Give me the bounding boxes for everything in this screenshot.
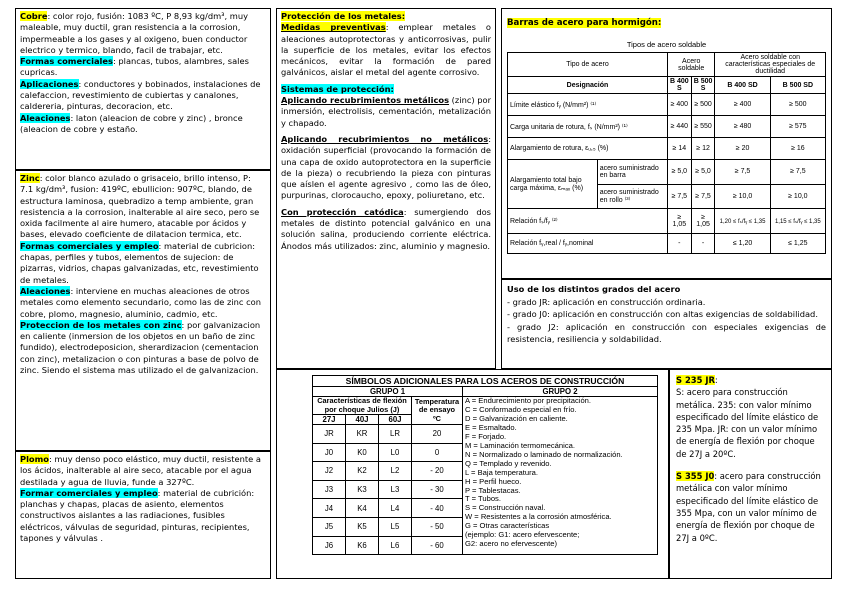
barras-title: Barras de acero para hormigón: <box>507 18 662 28</box>
cobre-alea-label: Aleaciones <box>20 112 71 123</box>
sym-cell: 20 <box>412 425 463 444</box>
sym-cell: L6 <box>379 536 412 555</box>
sym-cell: K3 <box>346 480 379 499</box>
designacion-box <box>669 369 832 579</box>
cell: ≥ 575 <box>770 116 825 138</box>
plomo-body: : muy denso poco elástico, muy ductil, resistente a los ácidos, inalterable al aire seco, atacable por el agua destilada y agua de lluvia, funde a 327ºC. <box>20 454 261 487</box>
cell: ≥ 500 <box>770 94 825 116</box>
row-label: Límite elástico fᵧ (N/mm²) ⁽¹⁾ <box>508 94 668 116</box>
cell: ≥ 400 <box>715 94 770 116</box>
sym-cell: J5 <box>313 517 346 536</box>
relacion-label: Relación fₛ/fᵧ ⁽²⁾ <box>508 209 668 234</box>
zinc-alea-label: Aleaciones <box>20 285 71 296</box>
rec-nometalicos-text: : oxidación superficial (provocando la formación de una capa de oxido autoprotectora en la superficie de la pieza) o recubriendo la pieza con pinturas que aíslen el agente agresivo , como las de óleo, purpurinas, clorocaucho, epoxy, poliuretano, etc. <box>281 133 491 201</box>
cell: - <box>667 234 691 254</box>
cell: 1,20 ≤ fₛ/fᵧ ≤ 1,35 <box>715 209 770 234</box>
catodica-text: : sumergiendo dos metales de distinto potencial galvánico en una solución salina, produciendo corriente eléctrica. Ánodos más utilizados: zinc, aluminio y magnesio. <box>281 206 491 251</box>
proteccion-box <box>276 8 496 369</box>
cell: ≥ 440 <box>667 116 691 138</box>
sym-cell: 0 <box>412 443 463 462</box>
cell: ≥ 7,5 ≥ 10,0 <box>770 160 825 209</box>
sym-cell: K0 <box>346 443 379 462</box>
usos-box <box>501 279 832 369</box>
s235-title: S 235 JR <box>676 375 715 385</box>
cell: ≥ 5,0 ≥ 7,5 <box>691 160 715 209</box>
cobre-box <box>15 8 271 170</box>
cobre-title: Cobre <box>20 11 48 21</box>
grupo2-list <box>463 397 658 555</box>
sym-cell: - 60 <box>412 536 463 555</box>
sistemas-title: Sistemas de protección: <box>281 83 394 94</box>
acero-ductilidad-header: Acero soldable con características especiales de ductilidad <box>715 53 826 77</box>
sym-cell: - 30 <box>412 480 463 499</box>
cell: ≤ 1,20 <box>715 234 770 254</box>
g2-item: L = Baja temperatura. <box>465 467 538 477</box>
usos-item: - grado J2: aplicación en construcción con especiales exigencias de resistencia, resiliencia y soldabilidad. <box>507 321 826 344</box>
g2-item: S = Construcción naval. <box>465 503 546 513</box>
sym-cell: K5 <box>346 517 379 536</box>
col-header: B 400 S <box>667 77 691 94</box>
zinc-alea-text: : interviene en muchas aleaciones de otros metales como elemento secundario, como las de zinc con cobre, plomo, magnesio, aluminio, cadmio, etc. <box>20 285 261 319</box>
cell: ≥ 14 <box>667 138 691 160</box>
jcol-header: 27J <box>313 415 346 425</box>
plomo-formas-text: : material de cubrición: planchas y chapas, placas de asiento, elementos constructivos aislantes a las radiaciones, fusibles eléctricos, válvulas de seguridad, pinturas, recipientes, tapones y válvulas . <box>20 487 255 544</box>
g2-item: F = Forjado. <box>465 431 507 441</box>
sym-cell: L5 <box>379 517 412 536</box>
sym-cell: J0 <box>313 443 346 462</box>
cell: ≥ 1,05 <box>667 209 691 234</box>
grupo1-header: GRUPO 1 <box>313 387 463 397</box>
plomo-box <box>15 451 271 579</box>
catodica-label: Con protección catódica <box>281 206 404 217</box>
medidas-text: : emplear metales o aleaciones autoprotectoras y anticorrosivas, pulir la superficie de los metales, evitar los efectos mecánicos, evitar la formación de pared galvánicos, aislar el metal del agente corrosivo. <box>281 22 492 78</box>
plomo-title: Plomo <box>20 454 49 464</box>
sym-cell: KR <box>346 425 379 444</box>
jcol-header: 60J <box>379 415 412 425</box>
g2-item: G = Otras características <box>465 521 550 531</box>
proteccion-title: Protección de los metales: <box>281 11 406 21</box>
g2-item: N = Normalizado o laminado de normalización. <box>465 449 623 459</box>
g2-item: C = Conformado especial en frío. <box>465 404 577 414</box>
cell: ≥ 1,05 <box>691 209 715 234</box>
cell: ≥ 5,0 ≥ 7,5 <box>667 160 691 209</box>
zinc-formas-label: Formas comerciales y empleo <box>20 240 159 251</box>
simbolos-box <box>276 369 669 579</box>
sym-cell: L3 <box>379 480 412 499</box>
tipos-soldable: Tipos de acero soldable <box>508 39 826 53</box>
g2-item: P = Tablestacas. <box>465 485 521 495</box>
sym-cell: L2 <box>379 462 412 481</box>
sym-cell: - 20 <box>412 462 463 481</box>
zinc-body: : color blanco azulado o grisaceio, brillo intenso, P: 7.1 kg/dm³, fusion: 419ºC, ebullicion: 907ºC, blando, de estructura laminosa, quebradizo a temp ambiente, gran resistencia a la corrosion, inalterable al aire seco, pero se oxida facilmente al aire humero, atacable por ácidos y bases, elevado coeficiente de dilatacion termica, etc. <box>20 173 260 240</box>
barras-table <box>507 39 826 254</box>
sym-cell: K6 <box>346 536 379 555</box>
sym-cell: J4 <box>313 499 346 518</box>
sym-cell: JR <box>313 425 346 444</box>
alarg-cell <box>508 160 668 209</box>
cobre-formas-label: Formas comerciales <box>20 56 113 67</box>
zinc-title: Zinc <box>20 173 40 183</box>
row-label: Carga unitaria de rotura, fₛ (N/mm²) ⁽¹⁾ <box>508 116 668 138</box>
rec-metalicos-label: Aplicando recubrimientos metálicos <box>281 95 450 106</box>
alarg-label: Alargamiento total bajo carga máxima, εₘₐₓ (%) <box>508 160 598 208</box>
cell: ≥ 500 <box>691 94 715 116</box>
sym-cell: J2 <box>313 462 346 481</box>
usos-title: Uso de los distintos grados del acero <box>507 284 681 294</box>
jcol-header: 40J <box>346 415 379 425</box>
cell: ≥ 7,5 ≥ 10,0 <box>715 160 770 209</box>
s235-text: S: acero para construcción metálica. 235: con valor mínimo especificado del límite elástico de 235 Mpa. JR: con un valor mínimo de energía de flexión por choque de 27J a 20ºC. <box>676 387 819 459</box>
s355-text: : acero para construcción metálica con valor mínimo especificado del límite elástico de 355 Mpa, con un valor mínimo de energía de flexión por choque de 27J a 0ºC. <box>676 471 821 543</box>
medidas-label: Medidas preventivas <box>281 22 386 33</box>
row-label: Alargamiento de rotura, εᵤ,₅ (%) <box>508 138 668 160</box>
rec-nometalicos-label: Aplicando recubrimientos no metálicos <box>281 133 489 144</box>
sym-cell: - 50 <box>412 517 463 536</box>
sym-cell: L0 <box>379 443 412 462</box>
simbolos-table <box>312 375 658 555</box>
sym-cell: L4 <box>379 499 412 518</box>
sym-cell: J6 <box>313 536 346 555</box>
cell: ≥ 12 <box>691 138 715 160</box>
cell: 1,15 ≤ fₛ/fᵧ ≤ 1,35 <box>770 209 825 234</box>
cobre-aplic-label: Aplicaciones <box>20 78 79 89</box>
barras-box <box>501 8 832 279</box>
temp-header: Temperatura de ensayo ºC <box>412 397 463 425</box>
simbolos-title: SÍMBOLOS ADICIONALES PARA LOS ACEROS DE CONSTRUCCIÓN <box>313 376 658 387</box>
sym-cell: K2 <box>346 462 379 481</box>
cell: ≥ 550 <box>691 116 715 138</box>
zinc-prot-label: Proteccion de los metales con zinc <box>20 319 182 330</box>
relacion2-label: Relación fᵧ,real / fᵧ,nominal <box>508 234 668 254</box>
col-header: B 500 SD <box>770 77 825 94</box>
s355-title: S 355 J0 <box>676 471 715 482</box>
g2-item: W = Resistentes a la corrosión atmosférica. <box>465 512 612 522</box>
cobre-alea-text: : laton (aleacion de cobre y zinc) , bronce (aleacion de cobre y estaño. <box>20 112 243 134</box>
g2-item: D = Galvanización en caliente. <box>465 413 568 423</box>
g2-item: E = Esmaltado. <box>465 422 517 432</box>
grupo2-header: GRUPO 2 <box>463 387 658 397</box>
usos-item: - grado J0: aplicación en construcción con altas exigencias de soldabilidad. <box>507 309 818 319</box>
cell: - <box>691 234 715 254</box>
acero-soldable-header: Acero soldable <box>667 53 714 77</box>
plomo-formas-label: Formar comerciales y empleo <box>20 487 158 498</box>
sym-cell: K4 <box>346 499 379 518</box>
g2-item: A = Endurecimiento por precipitación. <box>465 396 592 405</box>
col-header: B 500 S <box>691 77 715 94</box>
usos-item: - grado JR: aplicación en construcción ordinaria. <box>507 296 706 307</box>
sym-cell: - 40 <box>412 499 463 518</box>
zinc-box <box>15 170 271 451</box>
g2-item: Q = Templado y revenido. <box>465 458 552 468</box>
cell: ≥ 480 <box>715 116 770 138</box>
zinc-formas-text: : material de cubricion: chapas, perfiles y tubos, elementos de sujecion: de pizarras, vidrios, chapas galvanizadas, etc, revestimiento de metales. <box>20 240 259 285</box>
tipo-acero-header: Tipo de acero <box>508 53 668 77</box>
rec-metalicos-text: (zinc) por inmersión, electrolisis, cementación, metalización y chapado. <box>281 95 492 128</box>
cell: ≥ 400 <box>667 94 691 116</box>
cell: ≥ 16 <box>770 138 825 160</box>
col-header: B 400 SD <box>715 77 770 94</box>
cell: ≥ 20 <box>715 138 770 160</box>
g2-item: G2: acero no efervescente) <box>465 539 558 549</box>
sym-cell: J3 <box>313 480 346 499</box>
alarg-sub2: acero suministrado en rollo ⁽³⁾ <box>599 188 659 204</box>
caract-header: Características de flexión por choque Julios (J) <box>313 397 412 415</box>
designacion-header: Designación <box>508 77 668 94</box>
cobre-body: : color rojo, fusión: 1083 ºC, P 8,93 kg/dm³, muy maleable, muy ductil, gran resistencia a la corrosion, impermeable a los gases y al oxigeno, buen conductor electrico y termico, blando, facil de trabajar, etc. <box>20 11 249 55</box>
zinc-prot-text: : por galvanizacion en caliente (inmersion de los objetos en un baño de zinc fundido), electrodeposicion, sherardizacion (cementacion con zinc), metalizacion o con pinturas a base de polvo de zinc. Siendo el sistema mas utilizado el de galvanizacion. <box>20 319 261 376</box>
alarg-sub1: acero suministrado en barra <box>598 160 667 185</box>
cell: ≤ 1,25 <box>770 234 825 254</box>
g2-item: M = Laminación termomecánica. <box>465 440 575 450</box>
sym-cell: LR <box>379 425 412 444</box>
cobre-formas-text: : plancas, tubos, alambres, sales cupricas. <box>20 56 249 78</box>
g2-item: T = Tubos. <box>465 494 501 504</box>
cobre-aplic-text: : conductores y bobinados, instalaciones de calefaccion, revestimiento de cubiertas y canalones, caldereria, pinturas, decoracion, etc. <box>20 78 261 112</box>
g2-item: (ejemplo: G1: acero efervescente; <box>465 530 580 540</box>
s235-colon: : <box>714 375 718 385</box>
g2-item: H = Perfil hueco. <box>465 476 522 486</box>
